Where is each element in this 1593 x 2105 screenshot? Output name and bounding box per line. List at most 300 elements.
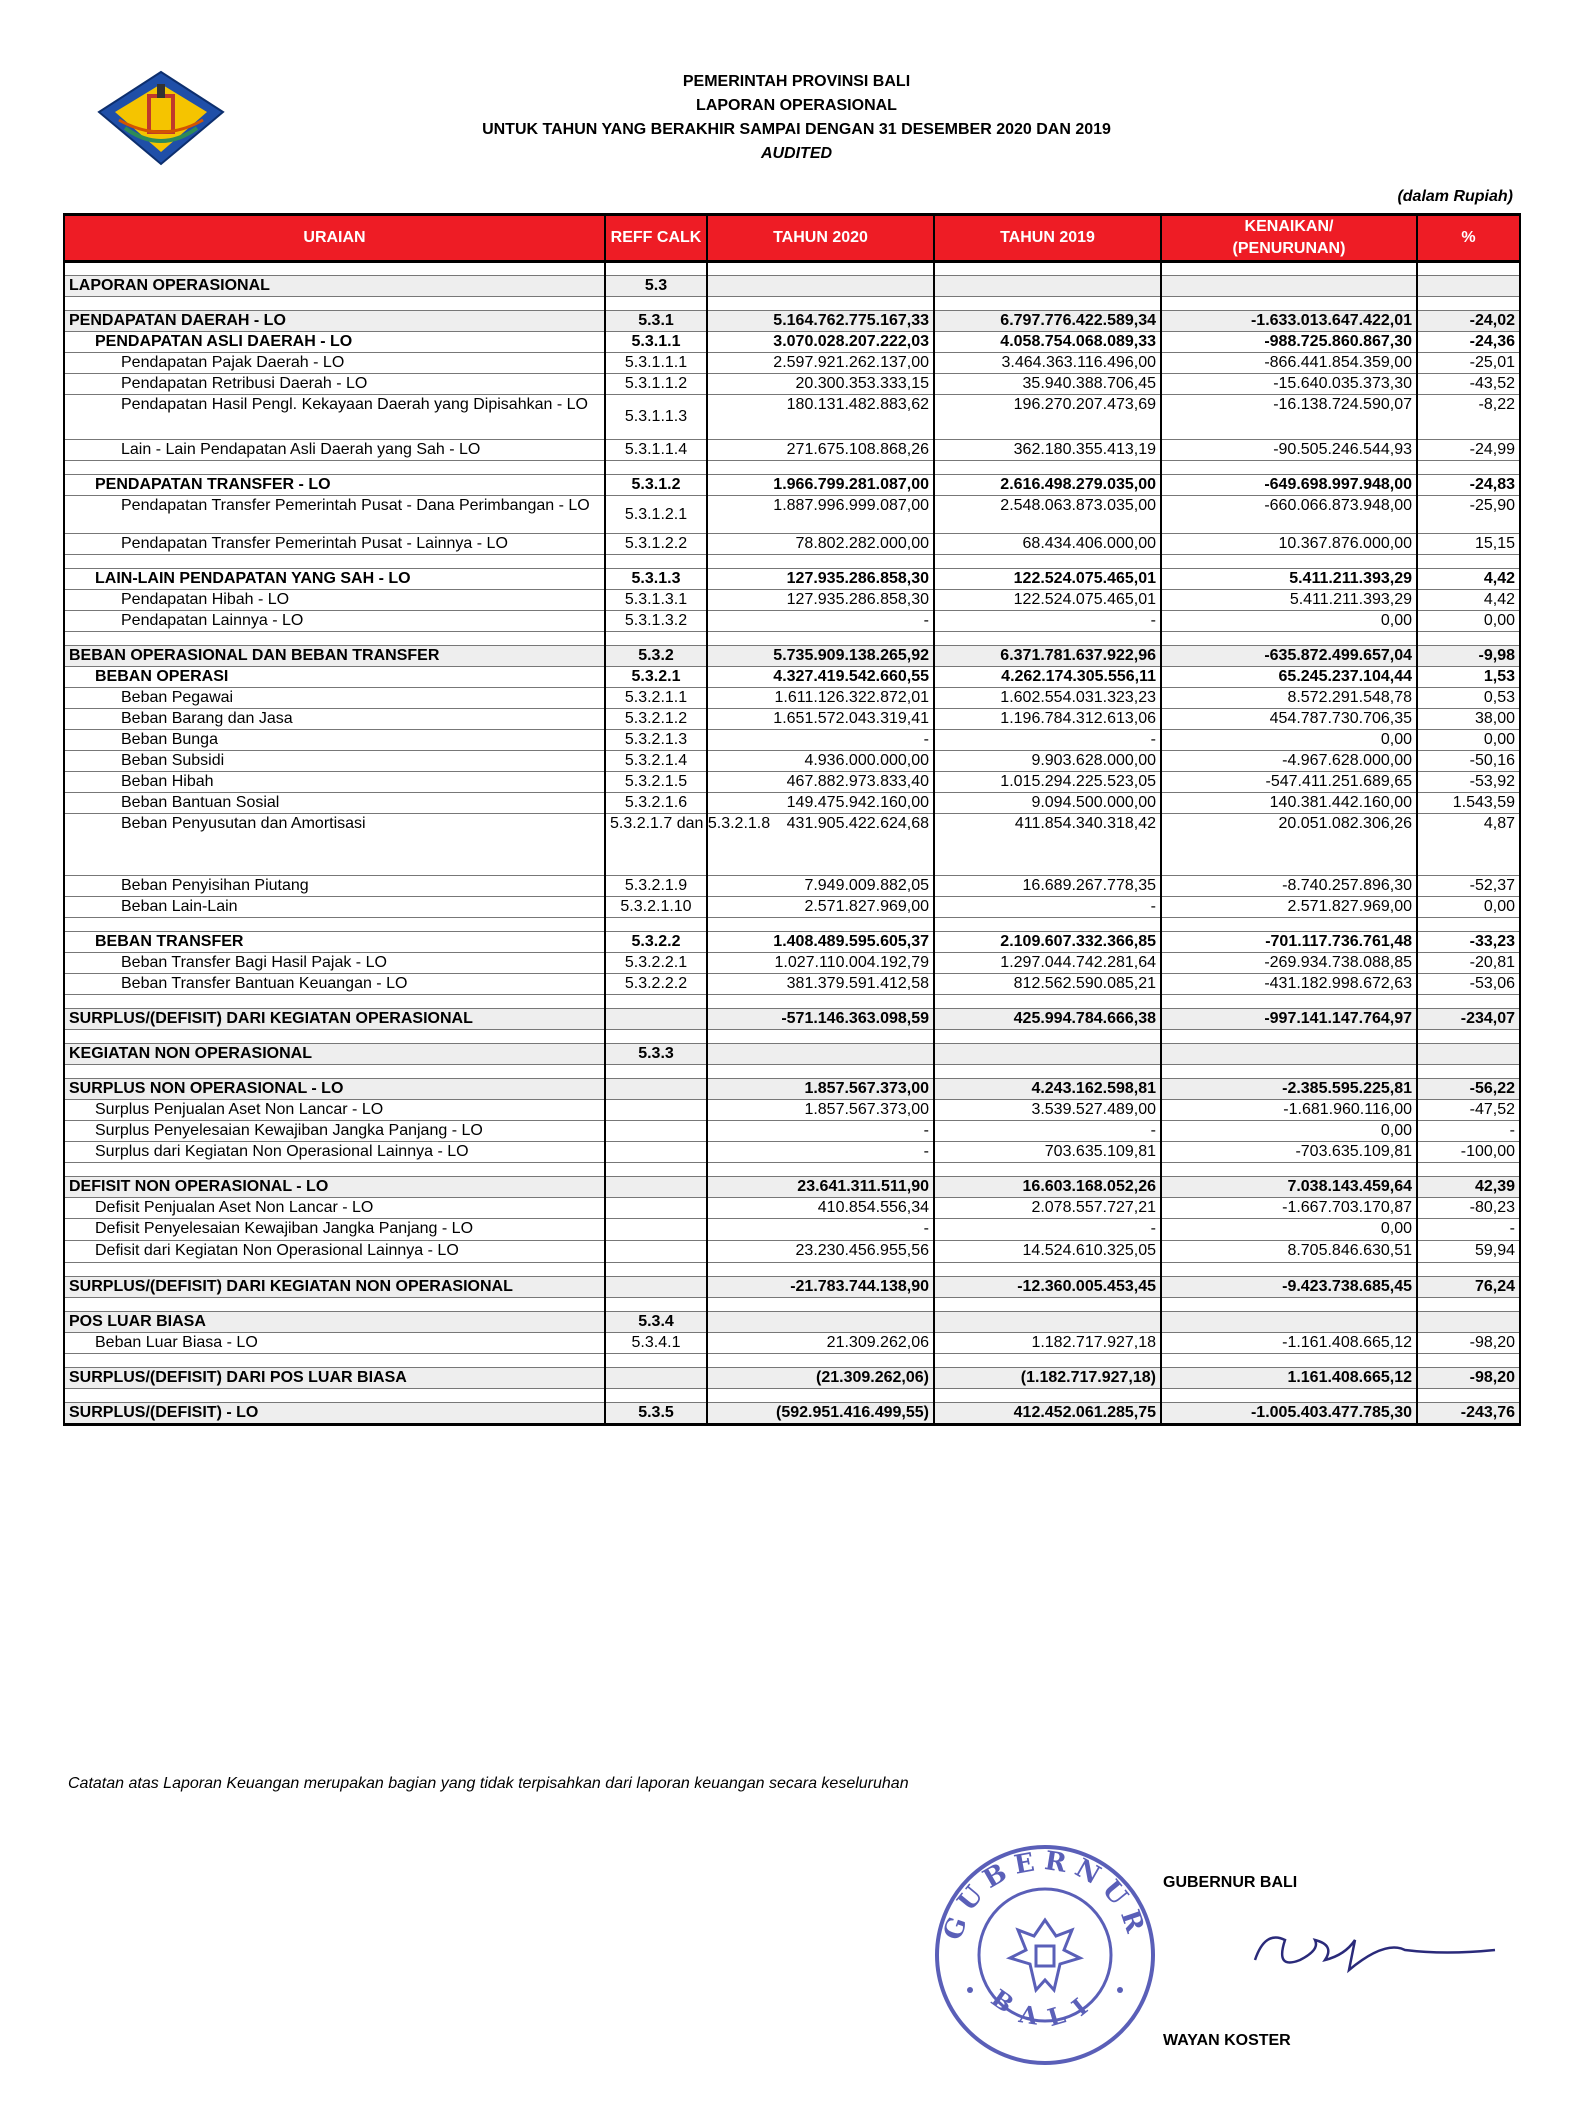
row-value-2019: 1.015.294.225.523,05 [934,772,1161,793]
table-row [64,1277,1520,1298]
row-value-2019: - [934,897,1161,918]
row-percent: 0,00 [1417,897,1520,918]
row-value-2020: 127.935.286.858,30 [707,569,934,590]
table-row [64,353,1520,374]
svg-text:BALI [986,1983,1104,2033]
audited-label: AUDITED [760,145,833,162]
col-header-2019: TAHUN 2019 [934,215,1161,262]
row-label: PENDAPATAN TRANSFER - LO [64,475,605,496]
spacer-cell [934,918,1161,932]
spacer-cell [605,1298,707,1312]
row-ref [605,1100,707,1121]
spacer-cell [64,1298,605,1312]
row-ref: 5.3.2.1.3 [605,730,707,751]
spacer-cell [1161,297,1417,311]
row-change: -1.161.408.665,12 [1161,1333,1417,1354]
row-label: BEBAN TRANSFER [64,932,605,953]
spacer-cell [1161,555,1417,569]
spacer-cell [1161,1354,1417,1368]
spacer-cell [1161,1263,1417,1277]
spacer-cell [1161,1389,1417,1403]
row-change: -660.066.873.948,00 [1161,496,1417,534]
stamp-text-bottom: BALI [985,1983,1104,2033]
spacer-cell [64,1065,605,1079]
row-ref: 5.3.1.1 [605,332,707,353]
row-value-2020: 20.300.353.333,15 [707,374,934,395]
row-label: LAIN-LAIN PENDAPATAN YANG SAH - LO [64,569,605,590]
row-change: 454.787.730.706,35 [1161,709,1417,730]
table-row [64,751,1520,772]
row-label: Pendapatan Retribusi Daerah - LO [64,374,605,395]
spacer-cell [64,1389,605,1403]
row-change: -701.117.736.761,48 [1161,932,1417,953]
spacer-row [64,1163,1520,1177]
garuda-emblem-icon [1010,1920,1080,1990]
row-label: Beban Transfer Bantuan Keuangan - LO [64,974,605,995]
spacer-cell [707,1354,934,1368]
row-ref: 5.3.2.1.5 [605,772,707,793]
row-ref: 5.3.2.2.1 [605,953,707,974]
spacer-cell [707,995,934,1009]
row-value-2020: 180.131.482.883,62 [707,395,934,440]
spacer-cell [605,1389,707,1403]
row-value-2019: 14.524.610.325,05 [934,1241,1161,1263]
spacer-cell [1417,1298,1520,1312]
spacer-row [64,1389,1520,1403]
row-percent: -24,02 [1417,311,1520,332]
row-value-2020: - [707,1142,934,1163]
spacer-cell [1161,1298,1417,1312]
row-value-2020: 1.651.572.043.319,41 [707,709,934,730]
row-change: -1.005.403.477.785,30 [1161,1403,1417,1425]
row-percent: -24,36 [1417,332,1520,353]
row-ref [605,1241,707,1263]
row-percent: -47,52 [1417,1100,1520,1121]
spacer-cell [1417,555,1520,569]
spacer-cell [64,262,605,276]
spacer-cell [1161,461,1417,475]
row-ref: 5.3.2.1 [605,667,707,688]
spacer-cell [707,262,934,276]
row-ref: 5.3.2.2 [605,932,707,953]
row-percent: 76,24 [1417,1277,1520,1298]
table-row [64,590,1520,611]
row-value-2019: 3.464.363.116.496,00 [934,353,1161,374]
col-header-uraian: URAIAN [64,215,605,262]
row-ref: 5.3.1.3.2 [605,611,707,632]
spacer-row [64,1065,1520,1079]
row-change: 8.572.291.548,78 [1161,688,1417,709]
row-percent: 4,42 [1417,590,1520,611]
row-percent: 0,00 [1417,611,1520,632]
table-row [64,772,1520,793]
spacer-cell [1161,632,1417,646]
row-change: 5.411.211.393,29 [1161,590,1417,611]
col-header-change-line1: KENAIKAN/ [1244,218,1334,235]
row-value-2019: - [934,611,1161,632]
row-value-2019: 6.797.776.422.589,34 [934,311,1161,332]
spacer-cell [934,632,1161,646]
row-value-2019: 9.094.500.000,00 [934,793,1161,814]
row-value-2019: - [934,1219,1161,1241]
row-ref: 5.3.1.3 [605,569,707,590]
spacer-cell [605,632,707,646]
row-percent: -52,37 [1417,876,1520,897]
spacer-cell [64,1354,605,1368]
table-row [64,440,1520,461]
spacer-cell [707,1163,934,1177]
spacer-row [64,461,1520,475]
row-value-2020: -21.783.744.138,90 [707,1277,934,1298]
col-header-change [1161,215,1417,262]
row-change: -635.872.499.657,04 [1161,646,1417,667]
row-percent: -50,16 [1417,751,1520,772]
spacer-cell [64,555,605,569]
row-value-2020: 23.641.311.511,90 [707,1177,934,1198]
row-label: Beban Subsidi [64,751,605,772]
row-value-2020: 1.857.567.373,00 [707,1100,934,1121]
table-row [64,569,1520,590]
spacer-cell [707,632,934,646]
row-value-2019 [934,1044,1161,1065]
spacer-cell [1417,461,1520,475]
spacer-cell [934,1389,1161,1403]
spacer-cell [934,297,1161,311]
row-change: -2.385.595.225,81 [1161,1079,1417,1100]
row-value-2019: 1.297.044.742.281,64 [934,953,1161,974]
table-row [64,534,1520,555]
row-value-2019: - [934,730,1161,751]
row-change: -15.640.035.373,30 [1161,374,1417,395]
row-change: -90.505.246.544,93 [1161,440,1417,461]
table-row [64,276,1520,297]
row-value-2019: 2.548.063.873.035,00 [934,496,1161,534]
col-header-reff: REFF CALK [605,215,707,262]
row-label: Pendapatan Hibah - LO [64,590,605,611]
row-value-2020: - [707,611,934,632]
row-label: Pendapatan Pajak Daerah - LO [64,353,605,374]
row-value-2019: 2.078.557.727,21 [934,1198,1161,1219]
spacer-cell [934,1354,1161,1368]
table-row [64,730,1520,751]
col-header-change-line2: (PENURUNAN) [1232,240,1346,257]
table-row [64,932,1520,953]
row-ref: 5.3.4.1 [605,1333,707,1354]
spacer-cell [1417,918,1520,932]
row-ref: 5.3.2.1.4 [605,751,707,772]
row-change: 0,00 [1161,730,1417,751]
row-ref: 5.3 [605,276,707,297]
spacer-row [64,918,1520,932]
row-ref: 5.3.2.1.1 [605,688,707,709]
spacer-cell [64,918,605,932]
row-change: -988.725.860.867,30 [1161,332,1417,353]
table-row [64,1142,1520,1163]
spacer-cell [707,461,934,475]
spacer-cell [605,1030,707,1044]
row-value-2020: 1.887.996.999.087,00 [707,496,934,534]
svg-text:GUBERNUR [938,1846,1152,1944]
row-value-2020: (21.309.262,06) [707,1368,934,1389]
row-label: LAPORAN OPERASIONAL [64,276,605,297]
spacer-cell [707,1298,934,1312]
row-value-2020: 78.802.282.000,00 [707,534,934,555]
row-label: SURPLUS/(DEFISIT) DARI POS LUAR BIASA [64,1368,605,1389]
spacer-cell [934,262,1161,276]
row-change: 7.038.143.459,64 [1161,1177,1417,1198]
government-name: PEMERINTAH PROVINSI BALI [682,73,911,90]
row-value-2019 [934,1312,1161,1333]
row-change [1161,1044,1417,1065]
row-label: PENDAPATAN DAERAH - LO [64,311,605,332]
row-label: Beban Bantuan Sosial [64,793,605,814]
spacer-cell [64,297,605,311]
row-value-2019: 3.539.527.489,00 [934,1100,1161,1121]
row-change: -1.633.013.647.422,01 [1161,311,1417,332]
row-ref: 5.3.1.3.1 [605,590,707,611]
spacer-cell [1161,995,1417,1009]
table-header-row [64,215,1520,262]
row-percent: - [1417,1121,1520,1142]
row-percent: 15,15 [1417,534,1520,555]
table-row [64,332,1520,353]
row-ref: 5.3.2.1.6 [605,793,707,814]
spacer-cell [934,555,1161,569]
row-change: -1.681.960.116,00 [1161,1100,1417,1121]
row-change: -269.934.738.088,85 [1161,953,1417,974]
row-percent: - [1417,1219,1520,1241]
row-percent: -33,23 [1417,932,1520,953]
row-change: -866.441.854.359,00 [1161,353,1417,374]
row-value-2020: 4.936.000.000,00 [707,751,934,772]
row-change [1161,1312,1417,1333]
row-value-2020: 5.164.762.775.167,33 [707,311,934,332]
row-ref: 5.3.2.1.10 [605,897,707,918]
row-ref [605,1121,707,1142]
row-value-2019: 703.635.109,81 [934,1142,1161,1163]
row-percent [1417,1312,1520,1333]
row-ref: 5.3.3 [605,1044,707,1065]
spacer-cell [605,1065,707,1079]
row-value-2019: 35.940.388.706,45 [934,374,1161,395]
spacer-cell [605,297,707,311]
row-value-2020: 23.230.456.955,56 [707,1241,934,1263]
row-ref: 5.3.5 [605,1403,707,1425]
row-percent: -25,90 [1417,496,1520,534]
spacer-cell [64,995,605,1009]
row-label: Defisit dari Kegiatan Non Operasional Lainnya - LO [64,1241,605,1263]
row-label: Surplus Penjualan Aset Non Lancar - LO [64,1100,605,1121]
spacer-cell [605,1163,707,1177]
col-header-2020: TAHUN 2020 [707,215,934,262]
table-row [64,1241,1520,1263]
row-percent: 59,94 [1417,1241,1520,1263]
spacer-cell [605,1354,707,1368]
table-row [64,611,1520,632]
row-percent: -53,06 [1417,974,1520,995]
row-value-2020: 4.327.419.542.660,55 [707,667,934,688]
row-percent: 42,39 [1417,1177,1520,1198]
spacer-cell [605,1263,707,1277]
spacer-cell [64,1263,605,1277]
handwritten-signature [1245,1900,1505,1990]
row-change: -9.423.738.685,45 [1161,1277,1417,1298]
row-change: 2.571.827.969,00 [1161,897,1417,918]
row-label: Defisit Penyelesaian Kewajiban Jangka Panjang - LO [64,1219,605,1241]
row-label: Beban Lain-Lain [64,897,605,918]
row-percent [1417,1044,1520,1065]
row-ref: 5.3.1.2 [605,475,707,496]
row-change: -997.141.147.764,97 [1161,1009,1417,1030]
spacer-cell [707,918,934,932]
spacer-cell [707,1065,934,1079]
spacer-row [64,1298,1520,1312]
signatory-title: GUBERNUR BALI [1163,1874,1298,1891]
spacer-cell [1161,1065,1417,1079]
spacer-cell [64,1163,605,1177]
row-change: 65.245.237.104,44 [1161,667,1417,688]
row-change: 0,00 [1161,1121,1417,1142]
table-row [64,1009,1520,1030]
spacer-row [64,1030,1520,1044]
row-percent: -25,01 [1417,353,1520,374]
table-row [64,1403,1520,1425]
col-header-pct: % [1417,215,1520,262]
report-title: LAPORAN OPERASIONAL [696,97,897,114]
spacer-row [64,995,1520,1009]
spacer-cell [1417,1065,1520,1079]
spacer-cell [1417,262,1520,276]
row-value-2020: 2.597.921.262.137,00 [707,353,934,374]
table-row [64,793,1520,814]
row-ref: 5.3.1.2.2 [605,534,707,555]
row-label: Beban Barang dan Jasa [64,709,605,730]
row-change: -649.698.997.948,00 [1161,475,1417,496]
spacer-row [64,632,1520,646]
table-row [64,496,1520,534]
row-value-2020: - [707,730,934,751]
row-ref [605,1198,707,1219]
signatory-name: WAYAN KOSTER [1163,2032,1291,2049]
row-value-2020 [707,1312,934,1333]
table-row [64,709,1520,730]
row-ref: 5.3.1.2.1 [605,496,707,534]
row-label: Surplus Penyelesaian Kewajiban Jangka Panjang - LO [64,1121,605,1142]
table-row [64,1177,1520,1198]
row-value-2019: 4.058.754.068.089,33 [934,332,1161,353]
table-row [64,814,1520,876]
row-percent: -43,52 [1417,374,1520,395]
row-value-2020: (592.951.416.499,55) [707,1403,934,1425]
row-value-2019: 362.180.355.413,19 [934,440,1161,461]
row-label: SURPLUS/(DEFISIT) - LO [64,1403,605,1425]
row-ref: 5.3.2.1.7 dan 5.3.2.1.8 [605,814,707,876]
spacer-cell [1161,918,1417,932]
row-label: SURPLUS/(DEFISIT) DARI KEGIATAN OPERASIONAL [64,1009,605,1030]
spacer-cell [707,1263,934,1277]
row-ref [605,1079,707,1100]
row-ref: 5.3.4 [605,1312,707,1333]
spacer-cell [605,461,707,475]
spacer-cell [605,555,707,569]
row-change: -1.667.703.170,87 [1161,1198,1417,1219]
row-percent: 1,53 [1417,667,1520,688]
row-label: Beban Transfer Bagi Hasil Pajak - LO [64,953,605,974]
table-row [64,1333,1520,1354]
row-change: -4.967.628.000,00 [1161,751,1417,772]
table-row [64,1198,1520,1219]
row-label: Pendapatan Hasil Pengl. Kekayaan Daerah yang Dipisahkan - LO [64,395,605,440]
row-value-2020: - [707,1121,934,1142]
row-ref: 5.3.1.1.4 [605,440,707,461]
row-label: SURPLUS NON OPERASIONAL - LO [64,1079,605,1100]
table-row [64,1100,1520,1121]
spacer-cell [707,1389,934,1403]
row-value-2019: 411.854.340.318,42 [934,814,1161,876]
table-row [64,688,1520,709]
row-ref: 5.3.2 [605,646,707,667]
row-change: 20.051.082.306,26 [1161,814,1417,876]
row-value-2020: 2.571.827.969,00 [707,897,934,918]
stamp-text-top: GUBERNUR [937,1846,1153,1944]
row-value-2019: -12.360.005.453,45 [934,1277,1161,1298]
row-percent: 38,00 [1417,709,1520,730]
row-value-2019 [934,276,1161,297]
row-value-2019: 2.109.607.332.366,85 [934,932,1161,953]
row-label: KEGIATAN NON OPERASIONAL [64,1044,605,1065]
row-percent: -24,83 [1417,475,1520,496]
row-percent: -243,76 [1417,1403,1520,1425]
row-ref: 5.3.1.1.1 [605,353,707,374]
row-change: -703.635.109,81 [1161,1142,1417,1163]
row-label: Surplus dari Kegiatan Non Operasional Lainnya - LO [64,1142,605,1163]
row-value-2020: 7.949.009.882,05 [707,876,934,897]
row-value-2019: 425.994.784.666,38 [934,1009,1161,1030]
row-change: 0,00 [1161,1219,1417,1241]
spacer-cell [1417,995,1520,1009]
row-label: Pendapatan Transfer Pemerintah Pusat - Dana Perimbangan - LO [64,496,605,534]
row-value-2019: 6.371.781.637.922,96 [934,646,1161,667]
table-row [64,1044,1520,1065]
row-value-2019: 2.616.498.279.035,00 [934,475,1161,496]
row-change: 5.411.211.393,29 [1161,569,1417,590]
row-label: Beban Penyusutan dan Amortisasi [64,814,605,876]
row-change: 140.381.442.160,00 [1161,793,1417,814]
row-percent: 4,87 [1417,814,1520,876]
row-value-2020: 1.611.126.322.872,01 [707,688,934,709]
spacer-cell [934,995,1161,1009]
table-row [64,897,1520,918]
row-value-2020: 1.027.110.004.192,79 [707,953,934,974]
row-value-2020: 467.882.973.833,40 [707,772,934,793]
table-row [64,1219,1520,1241]
row-value-2019: 68.434.406.000,00 [934,534,1161,555]
spacer-cell [1417,1030,1520,1044]
spacer-cell [605,995,707,1009]
row-percent: -56,22 [1417,1079,1520,1100]
row-ref: 5.3.2.2.2 [605,974,707,995]
row-value-2019: 9.903.628.000,00 [934,751,1161,772]
spacer-cell [934,461,1161,475]
table-row [64,311,1520,332]
row-value-2019: 1.602.554.031.323,23 [934,688,1161,709]
row-value-2020: -571.146.363.098,59 [707,1009,934,1030]
spacer-row [64,262,1520,276]
row-change: 8.705.846.630,51 [1161,1241,1417,1263]
spacer-cell [934,1030,1161,1044]
row-percent: -20,81 [1417,953,1520,974]
row-label: SURPLUS/(DEFISIT) DARI KEGIATAN NON OPERASIONAL [64,1277,605,1298]
